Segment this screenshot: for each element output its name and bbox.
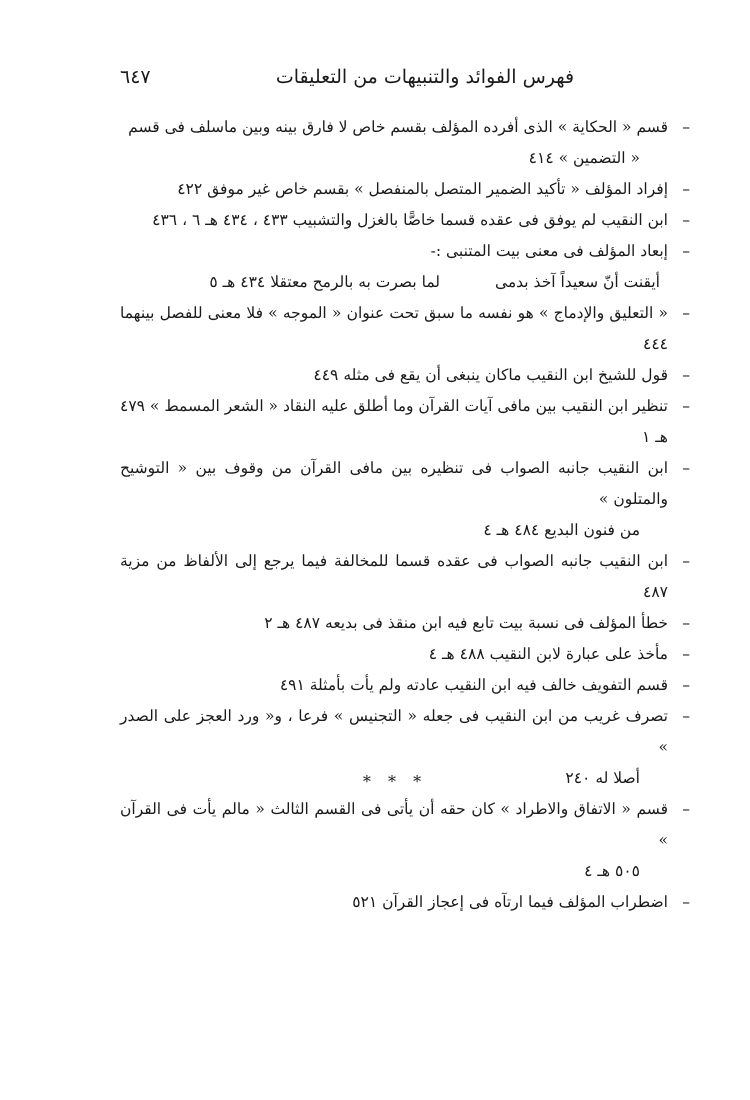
entry-dash: – <box>682 614 690 632</box>
entry-continuation: « التضمين » ٤١٤ <box>528 149 640 167</box>
entry-continuation: أصلا له ٢٤٠ <box>565 769 640 787</box>
entry-text: ابن النقيب جانبه الصواب فى تنظيره بين مافى القرآن من وقوف بين « التوشيح والمتلون » <box>120 459 668 508</box>
entry-dash: – <box>682 366 690 384</box>
index-entry <box>120 236 690 267</box>
index-entry <box>120 112 690 174</box>
entry-text: قسم « الحكاية » الذى أفرده المؤلف بقسم خاص لا فارق بينه وبين ماسلف فى قسم <box>128 118 668 136</box>
entry-dash: – <box>682 180 690 198</box>
entry-dash: – <box>682 645 690 663</box>
index-entry <box>120 887 690 918</box>
end-ornament: * * * <box>362 772 428 791</box>
index-entry <box>120 360 690 391</box>
entry-text: تصرف غريب من ابن النقيب فى جعله « التجنيس » فرعا ، و« ورد العجز على الصدر » <box>120 707 668 756</box>
verse-hemistich-2: لما بصرت به بالرمح معتقلا ٤٣٤ هـ ٥ <box>209 273 440 291</box>
entry-text: خطأ المؤلف فى نسبة بيت تابع فيه ابن منقذ فى بديعه ٤٨٧ هـ ٢ <box>264 614 668 632</box>
entry-dash: – <box>682 893 690 911</box>
entry-text: قول للشيخ ابن النقيب ماكان ينبغى أن يقع فى مثله ٤٤٩ <box>313 366 668 384</box>
entry-text: قسم « الاتفاق والاطراد » كان حقه أن يأتى فى القسم الثالث « مالم يأت فى القرآن » <box>120 800 668 849</box>
entry-dash: – <box>682 118 690 136</box>
entry-text: مأخذ على عبارة لابن النقيب ٤٨٨ هـ ٤ <box>428 645 668 663</box>
entry-dash: – <box>682 242 690 260</box>
entry-text: تنظير ابن النقيب بين مافى آيات القرآن وما أطلق عليه النقاد « الشعر المسمط » ٤٧٩ هـ ١ <box>120 397 668 446</box>
entry-text: إفراد المؤلف « تأكيد الضمير المتصل بالمنفصل » بقسم خاص غير موفق ٤٢٢ <box>177 180 668 198</box>
entry-text: ابن النقيب لم يوفق فى عقده قسما خاصًّا بالغزل والتشبيب ٤٣٣ ، ٤٣٤ هـ ٦ ، ٤٣٦ <box>152 211 668 229</box>
verse <box>120 267 690 298</box>
verse-hemistich-1: أيقنت أنّ سعيداً آخذ بدمى <box>494 273 660 291</box>
entry-continuation: من فنون البديع ٤٨٤ هـ ٤ <box>483 521 640 539</box>
entry-dash: – <box>682 800 690 818</box>
index-entry <box>120 608 690 639</box>
entry-dash: – <box>682 552 690 570</box>
entry-dash: – <box>682 304 690 322</box>
entry-text: إبعاد المؤلف فى معنى بيت المتنبى :- <box>430 242 668 260</box>
index-entry <box>120 546 690 608</box>
entry-dash: – <box>682 459 690 477</box>
index-entry <box>120 639 690 670</box>
running-title: فهرس الفوائد والتنبيهات من التعليقات <box>275 66 575 88</box>
index-entry <box>120 298 690 360</box>
entry-text: اضطراب المؤلف فيما ارتآه فى إعجاز القرآن ٥٢١ <box>352 893 668 911</box>
index-entry <box>120 174 690 205</box>
entry-text: « التعليق والإدماج » هو نفسه ما سبق تحت عنوان « الموجه » فلا معنى للفصل بينهما ٤٤٤ <box>120 304 668 353</box>
entry-continuation: ٥٠٥ هـ ٤ <box>584 862 640 880</box>
entry-text: ابن النقيب جانبه الصواب فى عقده قسما للمخالفة فيما يرجع إلى الألفاظ من مزية ٤٨٧ <box>120 552 668 601</box>
entry-text: قسم التفويف خالف فيه ابن النقيب عادته ولم يأت بأمثلة ٤٩١ <box>279 676 668 694</box>
entry-dash: – <box>682 211 690 229</box>
page-header <box>120 66 690 96</box>
page-number: ٦٤٧ <box>120 66 151 88</box>
entry-dash: – <box>682 707 690 725</box>
index-entry <box>120 453 690 546</box>
index-entry <box>120 794 690 887</box>
entry-dash: – <box>682 676 690 694</box>
index-entry <box>120 205 690 236</box>
index-entry <box>120 391 690 453</box>
index-entry <box>120 670 690 701</box>
index-entries <box>120 112 690 918</box>
entry-dash: – <box>682 397 690 415</box>
